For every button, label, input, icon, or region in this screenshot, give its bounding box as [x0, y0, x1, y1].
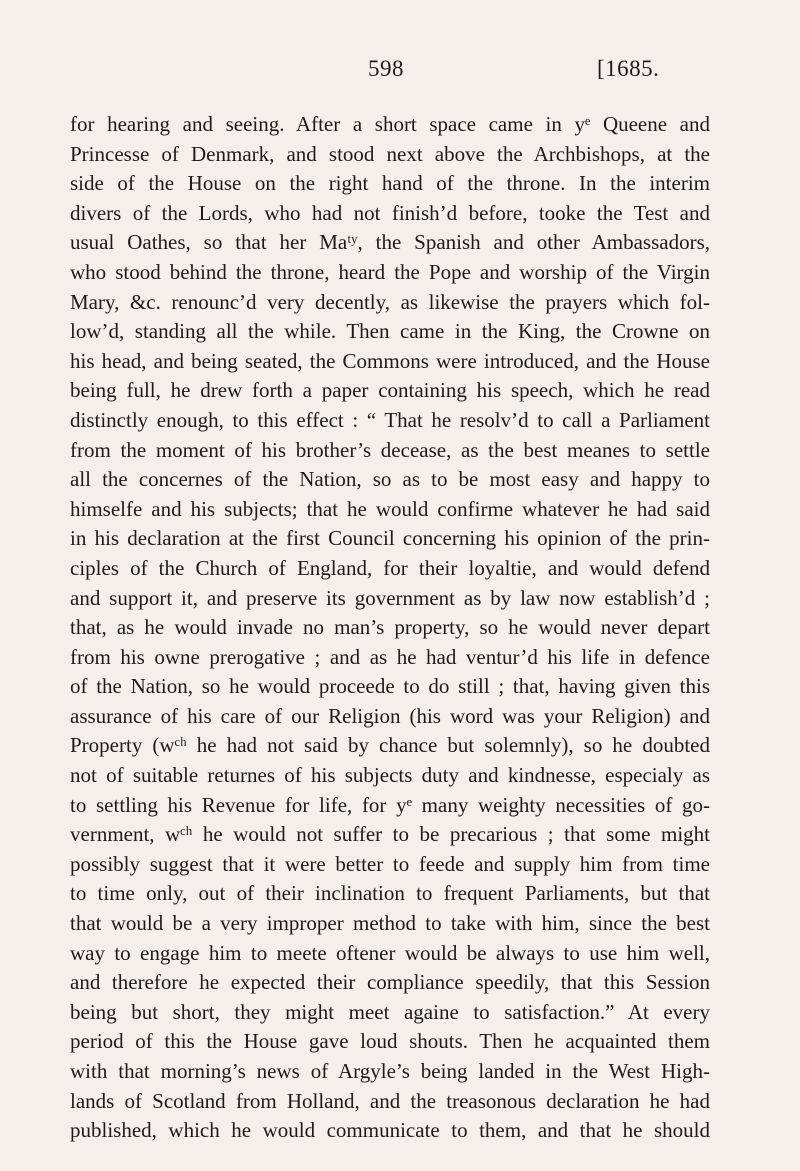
text-line: assurance of his care of our Religion (his word was your Religion) and	[70, 703, 710, 728]
text-line: Property (wᶜʰ he had not said by chance but solemnly), so he doubted	[70, 733, 710, 758]
text-line: possibly suggest that it were better to feede and supply him from time	[70, 851, 710, 876]
text-line: who stood behind the throne, heard the Pope and worship of the Virgin	[70, 259, 710, 284]
text-line: to settling his Revenue for life, for yᵉ many weighty necessities of go-	[70, 792, 710, 817]
text-line: way to engage him to meete oftener would be always to use him well,	[70, 940, 710, 965]
text-line: and support it, and preserve its government as by law now establish’d ;	[70, 585, 710, 610]
text-line: his head, and being seated, the Commons were introduced, and the House	[70, 348, 710, 373]
text-line: divers of the Lords, who had not finish’d before, tooke the Test and	[70, 200, 710, 225]
text-line: from the moment of his brother’s decease, as the best meanes to settle	[70, 437, 710, 462]
text-line: period of this the House gave loud shouts. Then he acquainted them	[70, 1029, 710, 1054]
text-line: all the concernes of the Nation, so as to be most easy and happy to	[70, 467, 710, 492]
page-header	[0, 56, 800, 86]
text-line: Princesse of Denmark, and stood next above the Archbishops, at the	[70, 141, 710, 166]
text-line: with that morning’s news of Argyle’s being landed in the West High-	[70, 1059, 710, 1083]
text-line: usual Oathes, so that her Maᵗʸ, the Spanish and other Ambassadors,	[70, 230, 710, 255]
text-line: not of suitable returnes of his subjects duty and kindnesse, especialy as	[70, 763, 710, 788]
page-number: 598	[368, 56, 404, 81]
text-line: that, as he would invade no man’s property, so he would never depart	[70, 615, 710, 640]
text-line: low’d, standing all the while. Then came in the King, the Crowne on	[70, 319, 710, 344]
text-line: to time only, out of their inclination to frequent Parliaments, but that	[70, 881, 710, 906]
text-line: for hearing and seeing. After a short space came in yᵉ Queene and	[70, 112, 710, 136]
text-line: from his owne prerogative ; and as he had ventur’d his life in defence	[70, 644, 710, 669]
text-line: vernment, wᶜʰ he would not suffer to be precarious ; that some might	[70, 822, 710, 847]
text-line: distinctly enough, to this effect : “ That he resolv’d to call a Parliament	[70, 407, 710, 432]
text-line: being but short, they might meet againe to satisfaction.” At every	[70, 999, 710, 1024]
text-line: and therefore he expected their compliance speedily, that this Session	[70, 970, 710, 995]
body-text	[70, 110, 710, 1146]
running-head-year: [1685.	[597, 56, 660, 81]
text-line: published, which he would communicate to them, and that he should	[70, 1118, 710, 1143]
text-line: of the Nation, so he would proceede to do still ; that, having given this	[70, 674, 710, 699]
text-line: Mary, &c. renounc’d very decently, as likewise the prayers which fol-	[70, 289, 710, 314]
text-line: in his declaration at the first Council concerning his opinion of the prin-	[70, 526, 710, 551]
text-line: ciples of the Church of England, for their loyaltie, and would defend	[70, 555, 710, 580]
text-line: side of the House on the right hand of the throne. In the interim	[70, 171, 710, 196]
text-line: that would be a very improper method to take with him, since the best	[70, 911, 710, 936]
text-line: himselfe and his subjects; that he would confirme whatever he had said	[70, 496, 710, 521]
text-line: lands of Scotland from Holland, and the treasonous declaration he had	[70, 1088, 710, 1113]
text-line: being full, he drew forth a paper containing his speech, which he read	[70, 378, 710, 403]
